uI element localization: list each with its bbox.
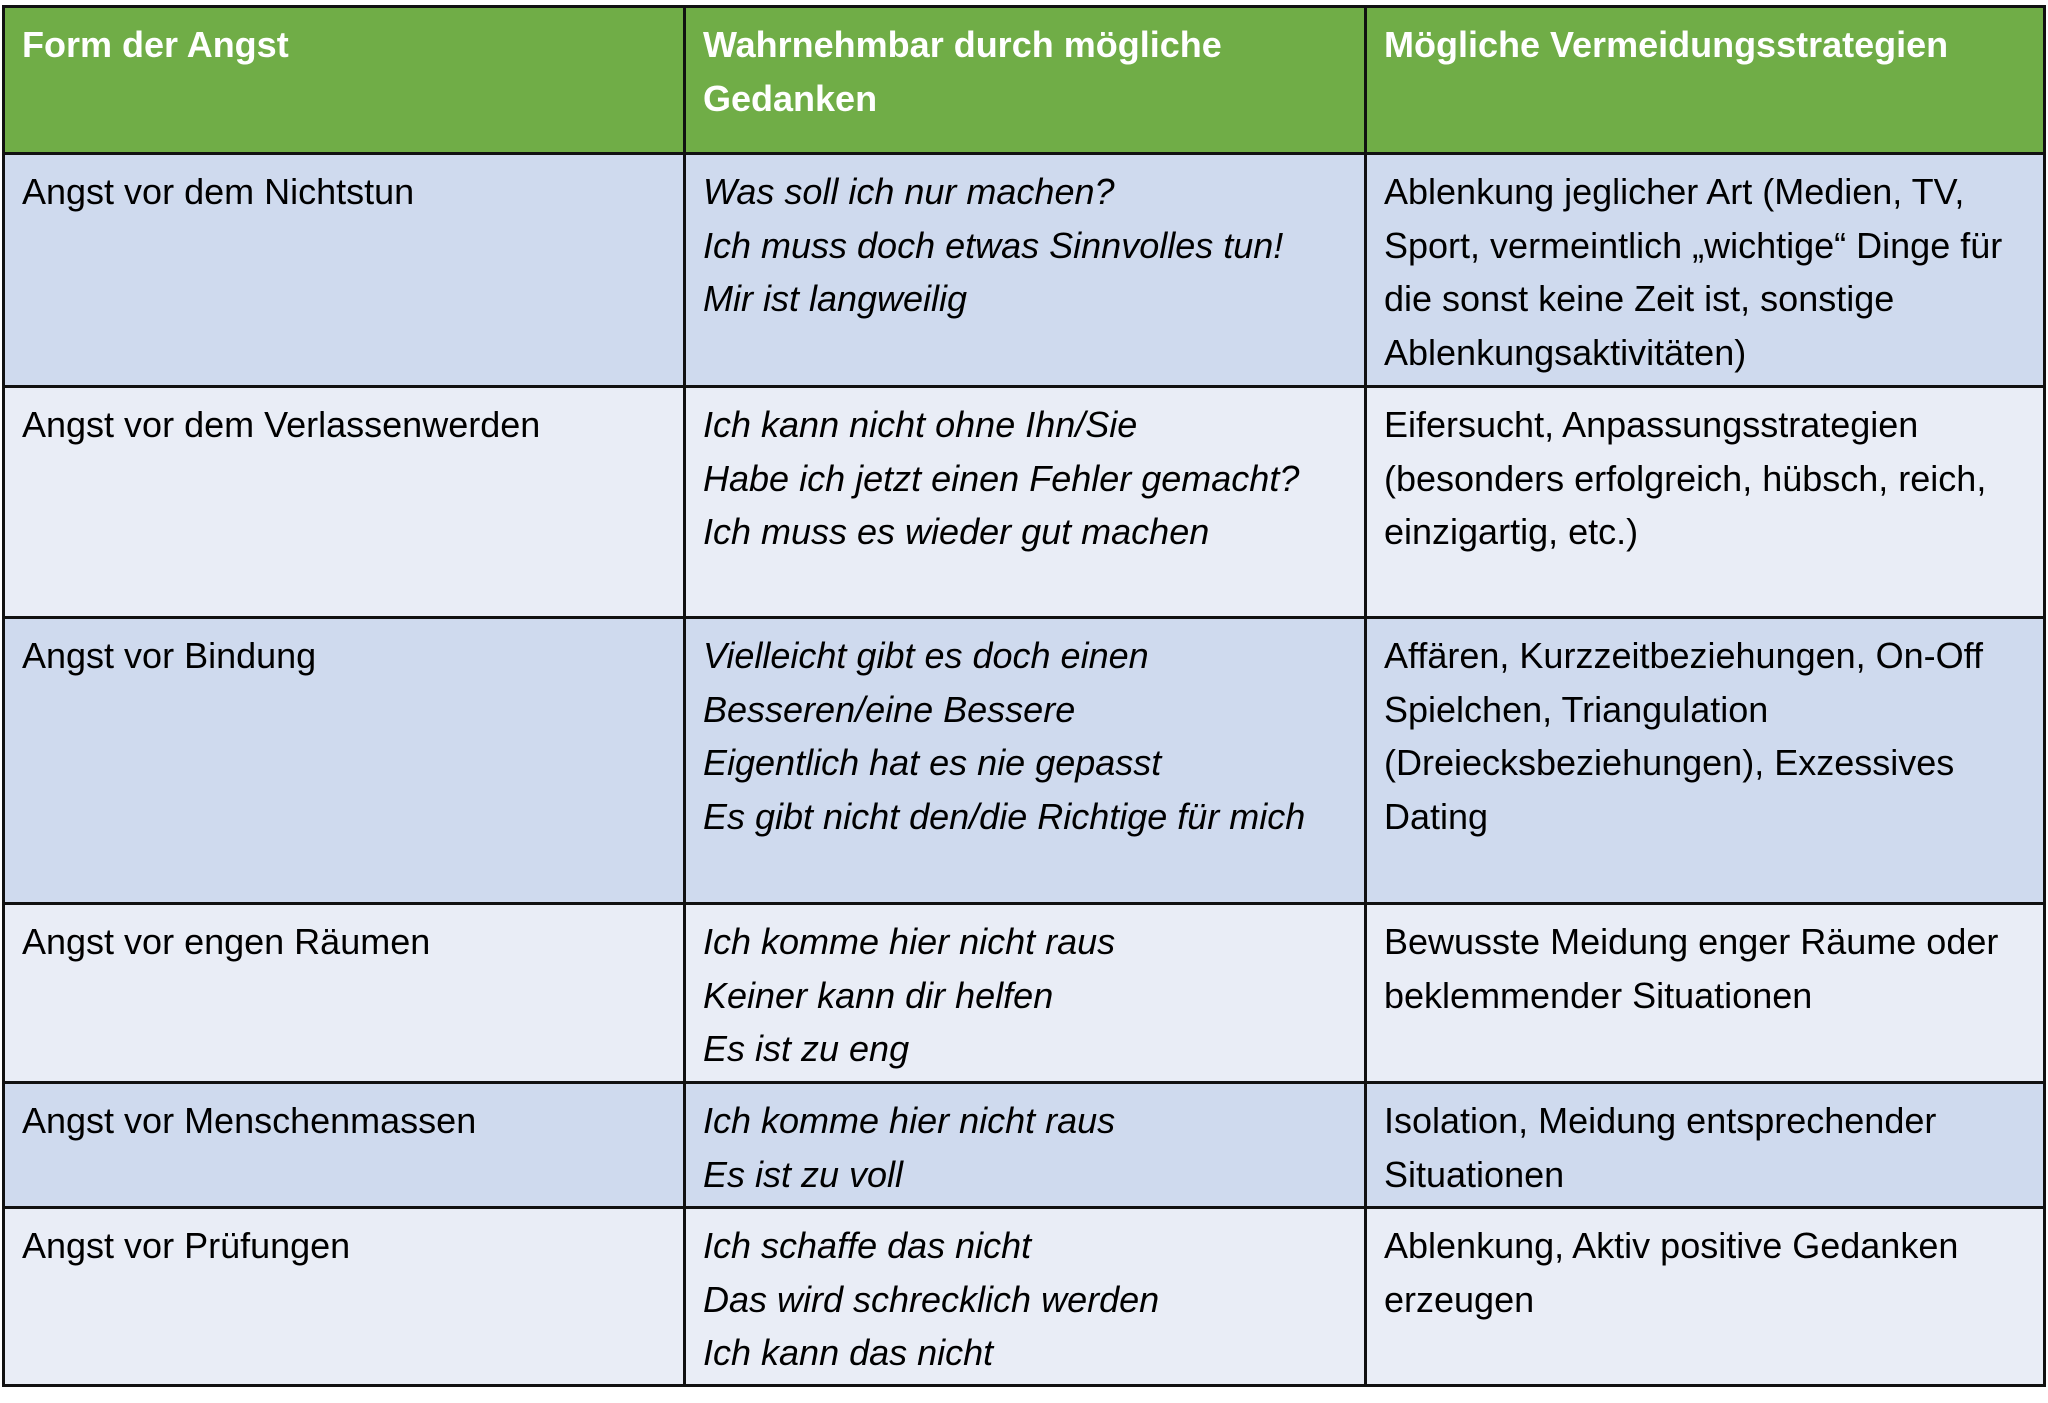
thought-line: Mir ist langweilig	[703, 278, 968, 319]
table-row	[4, 1208, 2045, 1386]
thought-line: Ich komme hier nicht raus	[703, 921, 1116, 962]
thought-line: Ich muss doch etwas Sinnvolles tun!	[703, 224, 1284, 266]
thought-line: Was soll ich nur machen?	[703, 171, 1115, 212]
thought-line: Ich muss es wieder gut machen	[703, 511, 1210, 552]
thought-line: Ich kann das nicht	[703, 1332, 994, 1373]
thought-line: Habe ich jetzt einen Fehler gemacht?	[703, 457, 1300, 499]
cell-strategies: Eifersucht, Anpassungsstrategien (besonders erfolgreich, hübsch, reich, einzigartig, etc.)	[1366, 387, 2045, 618]
header-form: Form der Angst	[4, 7, 685, 154]
cell-strategies: Affären, Kurzzeitbeziehungen, On-Off Spielchen, Triangulation (Dreiecksbeziehungen), Exzessives Dating	[1366, 618, 2045, 904]
thought-line: Das wird schrecklich werden	[703, 1278, 1160, 1320]
table-row	[4, 618, 2045, 904]
thought-line: Ich schaffe das nicht	[703, 1225, 1032, 1266]
table-row	[4, 154, 2045, 387]
cell-form: Angst vor Bindung	[4, 618, 685, 904]
cell-thoughts	[685, 1083, 1366, 1208]
thought-line: Ich kann nicht ohne Ihn/Sie	[703, 404, 1138, 445]
cell-form: Angst vor dem Nichtstun	[4, 154, 685, 387]
thought-line: Ich komme hier nicht raus	[703, 1100, 1116, 1141]
cell-strategies: Ablenkung jeglicher Art (Medien, TV, Sport, vermeintlich „wichtige“ Dinge für die sonst keine Zeit ist, sonstige Ablenkungsaktivitäten)	[1366, 154, 2045, 387]
header-strategies: Mögliche Vermeidungsstrategien	[1366, 7, 2045, 154]
thought-line: Es gibt nicht den/die Richtige für mich	[703, 795, 1306, 837]
cell-strategies: Bewusste Meidung enger Räume oder beklemmender Situationen	[1366, 904, 2045, 1083]
table-row	[4, 1083, 2045, 1208]
cell-thoughts	[685, 618, 1366, 904]
cell-thoughts	[685, 154, 1366, 387]
thought-line: Eigentlich hat es nie gepasst	[703, 742, 1162, 783]
cell-form: Angst vor Menschenmassen	[4, 1083, 685, 1208]
cell-strategies: Ablenkung, Aktiv positive Gedanken erzeugen	[1366, 1208, 2045, 1386]
anxiety-table	[2, 5, 2046, 1387]
cell-thoughts	[685, 387, 1366, 618]
thought-line: Es ist zu voll	[703, 1153, 904, 1195]
thought-line: Vielleicht gibt es doch einen Besseren/eine Bessere	[703, 635, 1149, 730]
thought-line: Keiner kann dir helfen	[703, 974, 1054, 1016]
cell-form: Angst vor engen Räumen	[4, 904, 685, 1083]
cell-thoughts	[685, 904, 1366, 1083]
cell-strategies: Isolation, Meidung entsprechender Situationen	[1366, 1083, 2045, 1208]
cell-form: Angst vor dem Verlassenwerden	[4, 387, 685, 618]
table-header-row	[4, 7, 2045, 154]
table-row	[4, 387, 2045, 618]
table-row	[4, 904, 2045, 1083]
thought-line: Es ist zu eng	[703, 1028, 910, 1069]
header-thoughts: Wahrnehmbar durch mögliche Gedanken	[685, 7, 1366, 154]
cell-form: Angst vor Prüfungen	[4, 1208, 685, 1386]
cell-thoughts	[685, 1208, 1366, 1386]
